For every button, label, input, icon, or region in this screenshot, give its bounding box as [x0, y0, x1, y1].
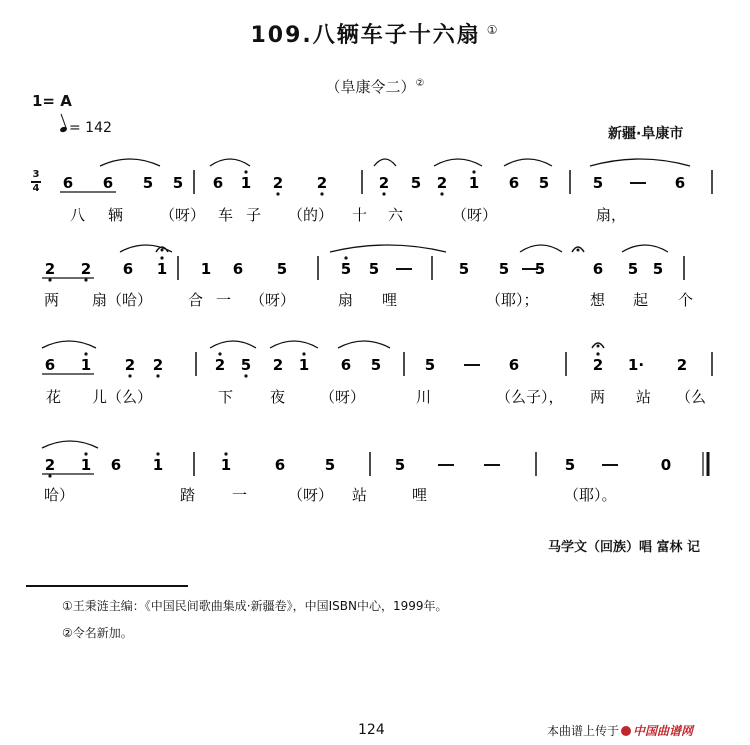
- note-digit: 5: [340, 260, 352, 278]
- lyric-syllable: 六: [388, 206, 404, 224]
- note-digit: 6: [508, 174, 520, 192]
- octave-dot-low: [440, 192, 443, 195]
- lyric-syllable: 扇，: [596, 206, 627, 224]
- slur: [622, 245, 668, 252]
- note-digit: 2: [44, 260, 56, 278]
- note-digit: 1: [220, 456, 232, 474]
- note-digit: 1·: [627, 356, 645, 374]
- octave-dot-high: [302, 352, 305, 355]
- octave-dot-high: [344, 256, 347, 259]
- note-digit: 2: [272, 174, 284, 192]
- lyric-syllable: 站: [636, 388, 652, 406]
- octave-dot-low: [320, 192, 323, 195]
- note-digit: 6: [592, 260, 604, 278]
- note-digit: 6: [102, 174, 114, 192]
- lyric-syllable: （的）: [288, 206, 334, 224]
- site-logo-icon: [621, 726, 631, 736]
- lyric-syllable: 一: [216, 291, 232, 309]
- footnote-1: ①王秉涟主编：《中国民间歌曲集成·新疆卷》，中国ISBN中心，1999年。: [62, 599, 448, 613]
- slur: [374, 159, 396, 166]
- note-digit: 5: [410, 174, 422, 192]
- title-footnote-marker: ①: [486, 22, 500, 37]
- note-digit: 2: [124, 356, 136, 374]
- song-subtitle: （阜康令二）②: [325, 78, 425, 96]
- note-digit: 2: [592, 356, 604, 374]
- watermark: 本曲谱上传于 中国曲谱网: [547, 724, 694, 738]
- note-digit: 2: [214, 356, 226, 374]
- octave-dot-low: [382, 192, 385, 195]
- note-digit: 5: [370, 356, 382, 374]
- slur: [270, 341, 318, 348]
- lyric-syllable: 哈）: [44, 486, 75, 504]
- note-digit: 6: [62, 174, 74, 192]
- tempo-marking: = 142: [60, 120, 112, 136]
- lyric-syllable: 八: [70, 206, 86, 224]
- octave-dot-high: [156, 452, 159, 455]
- lyric-syllable: （呀）: [452, 206, 498, 224]
- slur: [330, 245, 446, 252]
- slur: [42, 341, 96, 348]
- note-digit: 6: [674, 174, 686, 192]
- note-digit: 1: [156, 260, 168, 278]
- footnote-divider: [26, 585, 188, 587]
- lyric-syllable: 花: [46, 388, 62, 406]
- note-digit: 5: [498, 260, 510, 278]
- note-digit: 1: [468, 174, 480, 192]
- note-digit: 5: [652, 260, 664, 278]
- note-digit: 6: [232, 260, 244, 278]
- note-digit: 1: [240, 174, 252, 192]
- lyric-syllable: （耶）。: [564, 486, 617, 504]
- time-signature: 3 4: [32, 169, 40, 194]
- octave-dot-low: [48, 474, 51, 477]
- lyric-syllable: 儿（么）: [92, 388, 153, 406]
- lyric-syllable: 川: [416, 388, 432, 406]
- slur: [42, 441, 98, 448]
- lyric-syllable: 扇（哈）: [92, 291, 153, 309]
- note-digit: 6: [44, 356, 56, 374]
- slur: [210, 341, 256, 348]
- lyric-syllable: 辆: [108, 206, 124, 224]
- note-digit: 2: [316, 174, 328, 192]
- performer-credit: 马学文（回族）唱 富林 记: [548, 540, 701, 555]
- key-signature: 1= A: [32, 92, 72, 110]
- note-digit: 5: [592, 174, 604, 192]
- octave-dot-high: [596, 352, 599, 355]
- octave-dot-low: [244, 374, 247, 377]
- lyric-syllable: （么子），: [496, 388, 564, 406]
- slur: [590, 159, 690, 166]
- note-digit: 6: [212, 174, 224, 192]
- song-title: 109.八辆车子十六扇 ①: [250, 22, 500, 48]
- lyric-syllable: 扇: [338, 291, 354, 309]
- note-digit: 5: [424, 356, 436, 374]
- octave-dot-low: [48, 278, 51, 281]
- note-digit: 2: [676, 356, 688, 374]
- note-digit: 5: [534, 260, 546, 278]
- octave-dot-low: [84, 278, 87, 281]
- note-digit: 6: [110, 456, 122, 474]
- note-digit: 1: [298, 356, 310, 374]
- page-number: 124: [358, 722, 385, 738]
- octave-dot-high: [472, 170, 475, 173]
- lyric-syllable: （呀）: [160, 206, 206, 224]
- note-digit: 5: [324, 456, 336, 474]
- lyric-syllable: 起: [633, 291, 649, 309]
- note-digit: 6: [340, 356, 352, 374]
- octave-dot-high: [244, 170, 247, 173]
- octave-dot-low: [276, 192, 279, 195]
- note-digit: 2: [152, 356, 164, 374]
- note-digit: 2: [44, 456, 56, 474]
- note-digit: 5: [458, 260, 470, 278]
- lyric-syllable: 哩: [382, 291, 398, 309]
- lyric-syllable: 车: [218, 206, 234, 224]
- lyric-syllable: 十: [352, 206, 368, 224]
- note-digit: 1: [200, 260, 212, 278]
- lyric-syllable: （呀）: [250, 291, 296, 309]
- lyric-syllable: 下: [218, 388, 234, 406]
- lyric-syllable: 一: [232, 486, 248, 504]
- note-digit: 6: [122, 260, 134, 278]
- note-digit: 5: [276, 260, 288, 278]
- octave-dot-high: [84, 352, 87, 355]
- slur: [210, 159, 250, 166]
- note-digit: 5: [538, 174, 550, 192]
- note-digit: 5: [564, 456, 576, 474]
- slur: [520, 245, 562, 252]
- note-digit: 5: [368, 260, 380, 278]
- note-digit: 5: [142, 174, 154, 192]
- note-digit: 0: [660, 456, 672, 474]
- lyric-syllable: （呀）: [320, 388, 366, 406]
- footnote-2: ②令名新加。: [62, 626, 133, 640]
- fermata-dot: [577, 249, 580, 252]
- note-digit: 6: [274, 456, 286, 474]
- note-digit: 5: [627, 260, 639, 278]
- note-digit: 2: [272, 356, 284, 374]
- slur: [100, 159, 160, 166]
- octave-dot-low: [156, 374, 159, 377]
- slur: [434, 159, 482, 166]
- note-digit: 5: [240, 356, 252, 374]
- octave-dot-high: [224, 452, 227, 455]
- note-digit: 2: [378, 174, 390, 192]
- lyric-syllable: 两: [590, 388, 606, 406]
- lyric-syllable: 踏: [180, 486, 196, 504]
- fermata-dot: [597, 345, 600, 348]
- region-label: 新疆·阜康市: [608, 126, 684, 142]
- lyric-syllable: （耶）；: [486, 291, 539, 309]
- note-digit: 1: [80, 356, 92, 374]
- lyric-syllable: 哩: [412, 486, 428, 504]
- lyric-syllable: （呀）: [288, 486, 334, 504]
- octave-dot-high: [218, 352, 221, 355]
- note-digit: 1: [80, 456, 92, 474]
- lyric-syllable: 想: [590, 291, 606, 309]
- octave-dot-high: [160, 256, 163, 259]
- note-digit: 5: [394, 456, 406, 474]
- lyric-syllable: 个: [678, 291, 694, 309]
- note-digit: 2: [436, 174, 448, 192]
- lyric-syllable: 两: [44, 291, 60, 309]
- octave-dot-high: [84, 452, 87, 455]
- subtitle-footnote-marker: ②: [415, 78, 425, 89]
- slur: [338, 341, 390, 348]
- note-digit: 6: [508, 356, 520, 374]
- lyric-syllable: （么: [676, 388, 707, 406]
- fermata-dot: [161, 249, 164, 252]
- note-digit: 5: [172, 174, 184, 192]
- lyric-syllable: 夜: [270, 388, 286, 406]
- note-digit: 2: [80, 260, 92, 278]
- lyric-syllable: 站: [352, 486, 368, 504]
- slur: [504, 159, 552, 166]
- note-digit: 1: [152, 456, 164, 474]
- lyric-syllable: 合: [188, 291, 204, 309]
- lyric-syllable: 子: [246, 206, 262, 224]
- octave-dot-low: [128, 374, 131, 377]
